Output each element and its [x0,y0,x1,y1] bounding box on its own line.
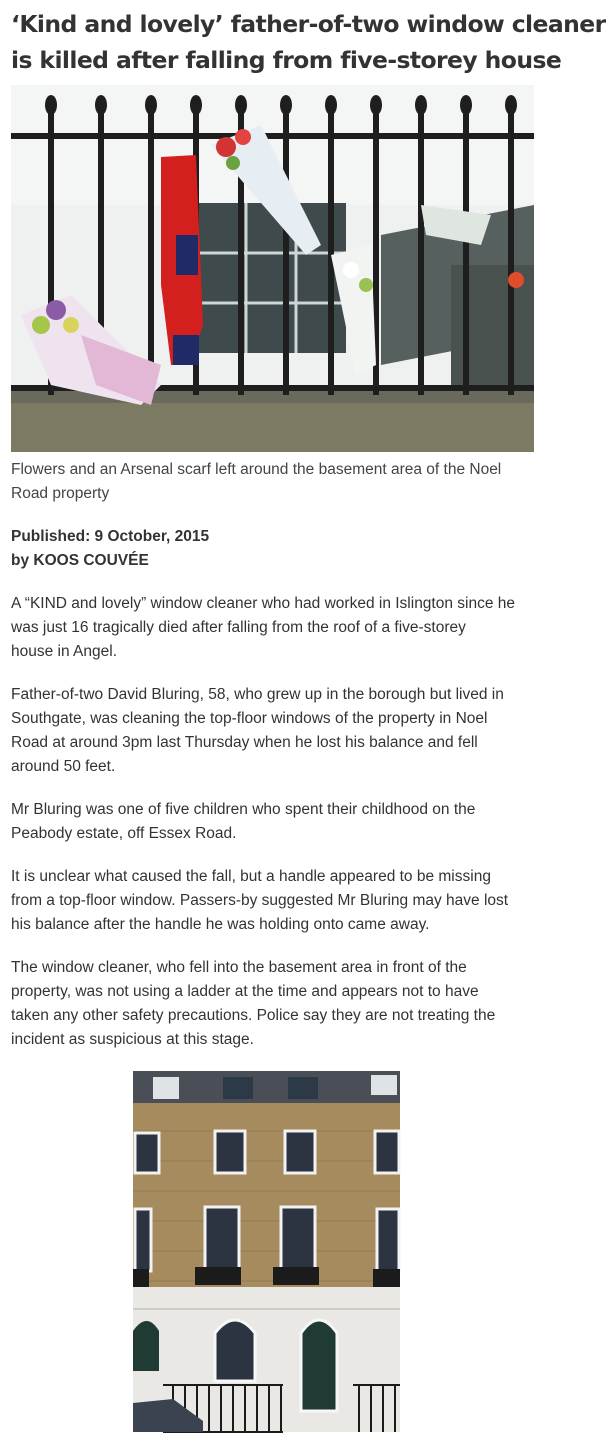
hero-caption: Flowers and an Arsenal scarf left around the basement area of the Noel Road property [11,461,502,502]
hero-photo[interactable] [11,85,534,452]
paragraph-4: It is unclear what caused the fall, but a handle appeared to be missing from a top-floor window. Passers-by suggested Mr Bluring may have lost his balance after the handle he was holding onto came away. [11,868,509,933]
townhouse-photo[interactable] [133,1071,400,1432]
article-headline [11,6,606,78]
headline-line-1: ‘Kind and lovely’ father-of-two window cleaner [11,10,606,38]
headline-line-2: is killed after falling from five-storey house [11,46,562,74]
paragraph-1: A “KIND and lovely” window cleaner who had worked in Islington since he was just 16 tragically died after falling from the roof of a five-storey house in Angel. [11,595,516,660]
byline[interactable]: by KOOS COUVÉE [11,552,149,569]
photo-townhouse-facade-icon [133,1071,400,1432]
published-date: Published: 9 October, 2015 [11,528,210,545]
article-meta [11,525,531,573]
photo-railings-flowers-icon [11,85,534,452]
paragraph-2: Father-of-two David Bluring, 58, who grew up in the borough but lived in Southgate, was cleaning the top-floor windows of the property in Noel Road at around 3pm last Thursday when he lost his balance and fell around 50 feet. [11,686,504,775]
article-body [11,592,551,1071]
paragraph-5: The window cleaner, who fell into the basement area in front of the property, was not using a ladder at the time and appears not to have taken any other safety precautions. Police say they are not treating the incident as suspicious at this stage. [11,959,496,1048]
paragraph-3: Mr Bluring was one of five children who spent their childhood on the Peabody estate, off Essex Road. [11,801,476,842]
